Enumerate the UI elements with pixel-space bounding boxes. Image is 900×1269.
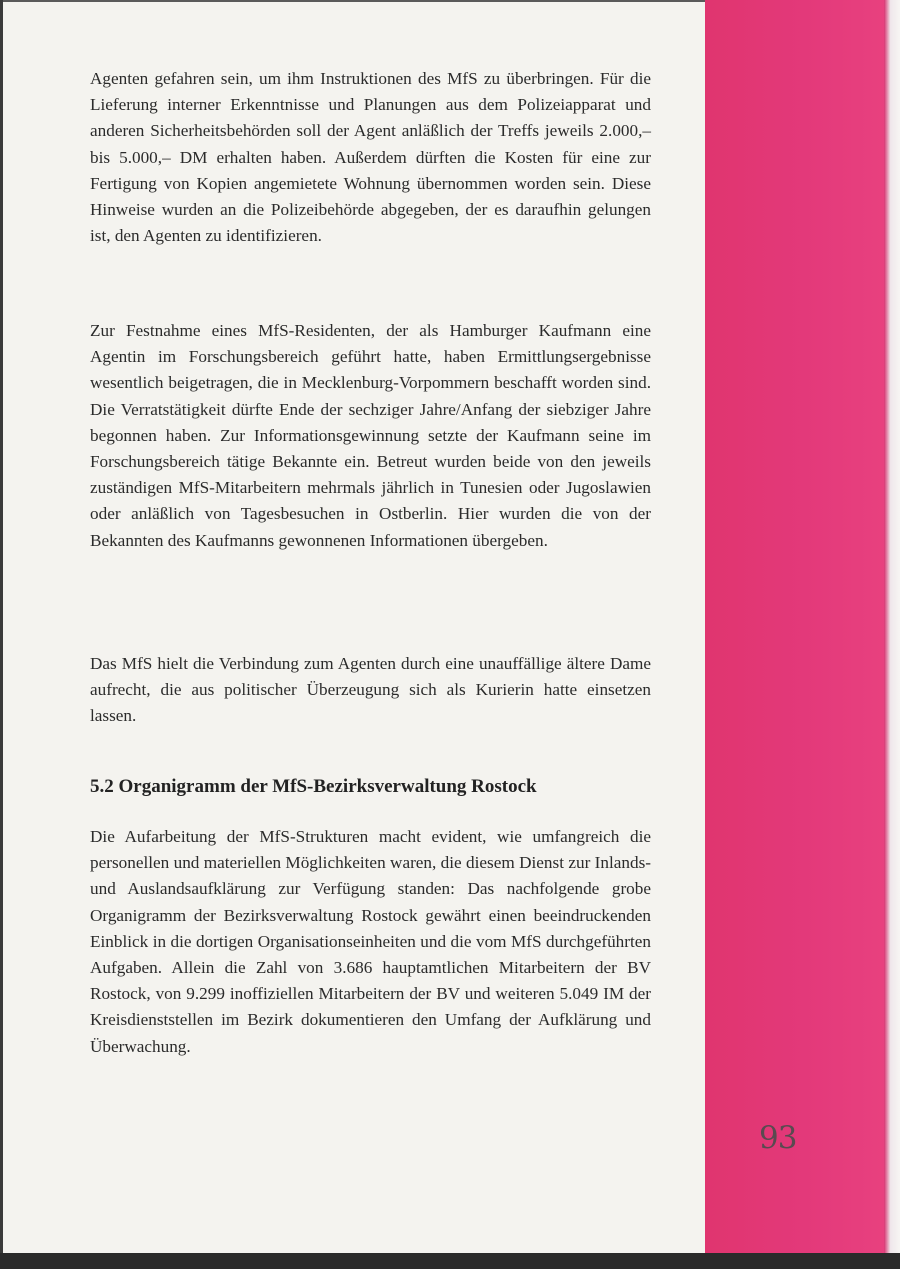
paragraph-agent-payment: Agenten gefahren sein, um ihm Instruktionen des MfS zu überbringen. Für die Lieferung interner Erkenntnisse und Planungen aus dem Polizeiapparat und anderen Sicherheitsbehörden soll der Agent anläßlich der Treffs jeweils 2.000,– bis 5.000,– DM erhalten haben. Außerdem dürften die Kosten für eine zur Fertigung von Kopien angemietete Wohnung übernommen worden sein. Diese Hinweise wurden an die Polizeibehörde abgegeben, der es daraufhin gelungen ist, den Agenten zu identifizieren. xyxy=(90,69,651,246)
page-left-edge xyxy=(0,0,3,1269)
accent-margin-strip xyxy=(705,0,888,1253)
paragraph-resident-arrest: Zur Festnahme eines MfS-Residenten, der als Hamburger Kaufmann eine Agentin im Forschungsbereich geführt hatte, haben Ermittlungsergebnisse wesentlich beigetragen, die in Mecklenburg-Vorpommern beschafft worden sind. Die Verratstätigkeit dürfte Ende der sechziger Jahre/Anfang der siebziger Jahre begonnen haben. Zur Informationsgewinnung setzte der Kaufmann seine im Forschungsbereich tätige Bekannte ein. Betreut wurden beide von den jeweils zuständigen MfS-Mitarbeitern mehrmals jährlich in Tunesien oder Jugoslawien oder anläßlich von Tagesbesuchen in Ostberlin. Hier wurden die von der Bekannten des Kaufmanns gewonnenen Informationen übergeben. xyxy=(90,321,651,550)
page-top-edge xyxy=(0,0,705,2)
section-heading: 5.2 Organigramm der MfS-Bezirksverwaltung Rostock xyxy=(90,776,537,797)
paragraph-organigram-intro: Die Aufarbeitung der MfS-Strukturen macht evident, wie umfangreich die personellen und materiellen Möglichkeiten waren, die diesem Dienst zur Inlands- und Auslandsaufklärung zur Verfügung standen: Das nachfolgende grobe Organigramm der Bezirksverwaltung Rostock gewährt einen beeindruckenden Einblick in die dortigen Organisationseinheiten und die vom MfS durchgeführten Aufgaben. Allein die Zahl von 3.686 hauptamtlichen Mitarbeitern der BV Rostock, von 9.299 inoffiziellen Mitarbeitern der BV und weiteren 5.049 IM der Kreisdienststellen im Bezirk dokumentieren den Umfang der Aufklärung und Überwachung. xyxy=(90,827,651,1056)
paragraph-courier: Das MfS hielt die Verbindung zum Agenten durch eine unauffällige ältere Dame aufrecht, die aus politischer Überzeugung sich als Kurierin hatte einsetzen lassen. xyxy=(90,654,651,726)
page-bottom-edge xyxy=(0,1253,900,1269)
page-right-edge xyxy=(884,0,900,1253)
page-number: 93 xyxy=(759,1120,797,1156)
